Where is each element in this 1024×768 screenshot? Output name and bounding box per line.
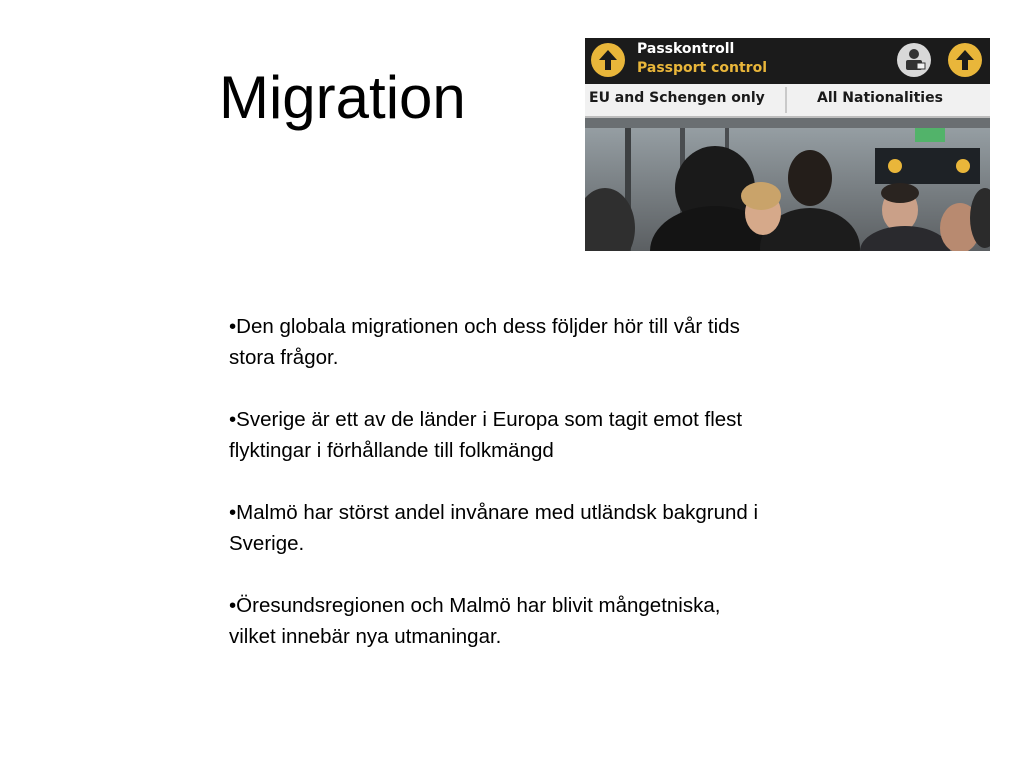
crowd-scene [585, 118, 990, 251]
sign-text-swedish: Passkontroll [637, 41, 735, 57]
lane-eu-label: EU and Schengen only [589, 90, 765, 106]
arrow-up-icon [948, 43, 982, 77]
lane-divider [785, 87, 787, 113]
arrow-up-icon [591, 43, 625, 77]
bullet-item: •Den globala migrationen och dess följder hör till vår tids stora frågor. [229, 315, 740, 369]
passport-control-photo [585, 38, 990, 251]
lane-sign [585, 84, 990, 118]
passport-officer-icon [897, 43, 931, 77]
lane-all-label: All Nationalities [817, 90, 943, 106]
bullet-item: •Malmö har störst andel invånare med utländsk bakgrund i Sverige. [229, 501, 759, 555]
slide-title: Migration [219, 64, 466, 131]
bullet-list [229, 311, 769, 683]
bullet-item: •Sverige är ett av de länder i Europa som tagit emot flest flyktingar i förhållande till folkmängd [229, 408, 743, 462]
sign-text-english: Passport control [637, 60, 768, 76]
passport-sign-header [585, 38, 990, 84]
bullet-item: •Öresundsregionen och Malmö har blivit mångetniska, vilket innebär nya utmaningar. [229, 594, 721, 648]
